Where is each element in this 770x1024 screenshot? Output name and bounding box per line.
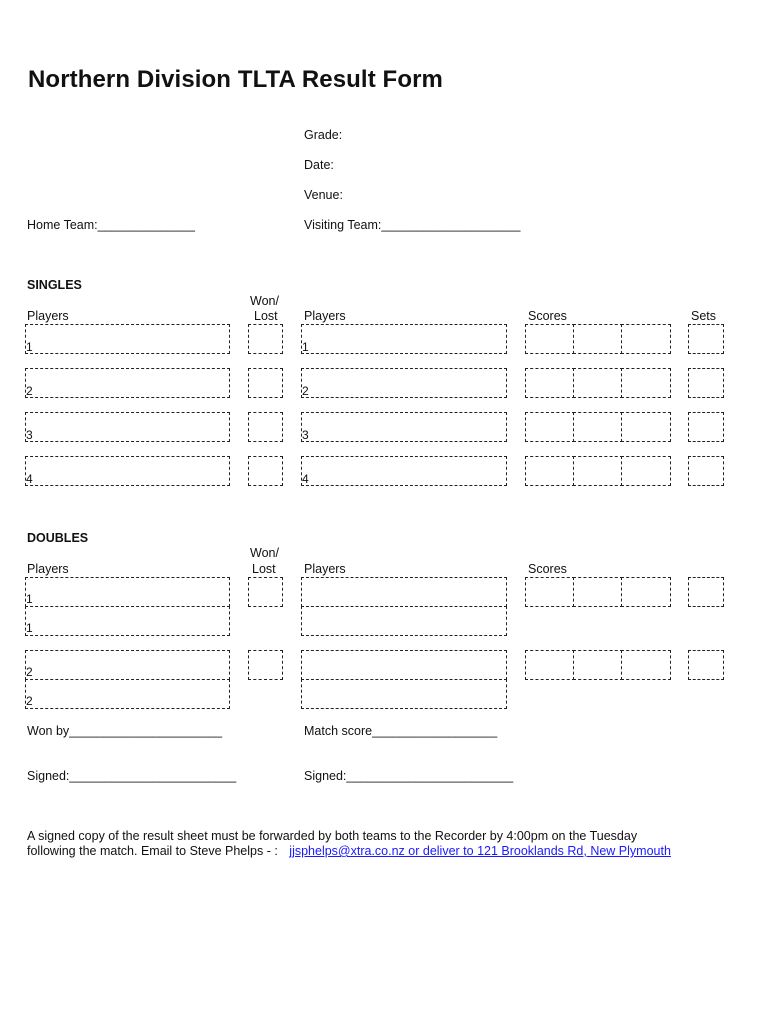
singles-score-set2-field-1[interactable] xyxy=(573,324,623,354)
singles-score-set3-field-4[interactable] xyxy=(621,456,671,486)
doubles-score-set1-field-1[interactable] xyxy=(525,577,575,607)
singles-players-label: Players xyxy=(27,309,69,323)
home-team-label: Home Team:______________ xyxy=(27,218,195,232)
singles-score-set1-field-2[interactable] xyxy=(525,368,575,398)
singles-sets-label: Sets xyxy=(691,309,717,323)
doubles-lost-label: Lost xyxy=(252,562,276,576)
date-label: Date: xyxy=(304,158,334,172)
singles-score-set1-field-4[interactable] xyxy=(525,456,575,486)
singles-won-lost-field-1[interactable] xyxy=(248,324,283,354)
page-title: Northern Division TLTA Result Form xyxy=(28,66,443,93)
singles-opp-players-label: Players xyxy=(304,309,346,323)
singles-score-set3-field-1[interactable] xyxy=(621,324,671,354)
doubles-away-player-field-2b[interactable] xyxy=(301,679,507,709)
singles-away-player-field-1[interactable]: 1 xyxy=(301,324,507,354)
singles-heading: SINGLES xyxy=(27,278,82,292)
singles-won-lost-field-3[interactable] xyxy=(248,412,283,442)
venue-label: Venue: xyxy=(304,188,343,202)
doubles-score-set3-field-1[interactable] xyxy=(621,577,671,607)
doubles-scores-label: Scores xyxy=(528,562,567,576)
singles-home-player-field-2[interactable]: 2 xyxy=(25,368,230,398)
submission-note-prefix: following the match. Email to Steve Phelps - : xyxy=(27,844,278,858)
singles-score-set1-field-3[interactable] xyxy=(525,412,575,442)
singles-score-set1-field-1[interactable] xyxy=(525,324,575,354)
singles-lost-label: Lost xyxy=(254,309,278,323)
doubles-score-set3-field-2[interactable] xyxy=(621,650,671,680)
won-by-label: Won by______________________ xyxy=(27,724,223,738)
email-link[interactable]: jjsphelps@xtra.co.nz or deliver to 121 Brooklands Rd, New Plymouth xyxy=(289,844,671,858)
doubles-away-player-field-2a[interactable] xyxy=(301,650,507,680)
doubles-home-player-field-1a[interactable]: 1 xyxy=(25,577,230,607)
singles-home-player-field-4[interactable]: 4 xyxy=(25,456,230,486)
doubles-home-player-field-2b[interactable]: 2 xyxy=(25,679,230,709)
signed-right-label: Signed:________________________ xyxy=(304,769,514,783)
submission-note-line1: A signed copy of the result sheet must be forwarded by both teams to the Recorder by 4:00pm on the Tuesday xyxy=(27,829,638,843)
singles-score-set2-field-4[interactable] xyxy=(573,456,623,486)
singles-score-set2-field-3[interactable] xyxy=(573,412,623,442)
singles-sets-field-1[interactable] xyxy=(688,324,724,354)
singles-score-set3-field-2[interactable] xyxy=(621,368,671,398)
singles-won-lost-field-4[interactable] xyxy=(248,456,283,486)
singles-won-label: Won/ xyxy=(250,294,279,308)
singles-away-player-field-3[interactable]: 3 xyxy=(301,412,507,442)
doubles-home-player-field-2a[interactable]: 2 xyxy=(25,650,230,680)
singles-sets-field-2[interactable] xyxy=(688,368,724,398)
doubles-away-player-field-1a[interactable] xyxy=(301,577,507,607)
doubles-won-label: Won/ xyxy=(250,546,279,560)
match-score-label: Match score__________________ xyxy=(304,724,498,738)
doubles-sets-field-1[interactable] xyxy=(688,577,724,607)
doubles-score-set2-field-1[interactable] xyxy=(573,577,623,607)
singles-sets-field-4[interactable] xyxy=(688,456,724,486)
singles-home-player-field-3[interactable]: 3 xyxy=(25,412,230,442)
submission-note-line2 xyxy=(27,844,671,858)
doubles-won-lost-field-2[interactable] xyxy=(248,650,283,680)
singles-sets-field-3[interactable] xyxy=(688,412,724,442)
doubles-won-lost-field-1[interactable] xyxy=(248,577,283,607)
signed-left-label: Signed:________________________ xyxy=(27,769,237,783)
singles-won-lost-field-2[interactable] xyxy=(248,368,283,398)
doubles-score-set1-field-2[interactable] xyxy=(525,650,575,680)
doubles-players-label: Players xyxy=(27,562,69,576)
singles-score-set3-field-3[interactable] xyxy=(621,412,671,442)
doubles-home-player-field-1b[interactable]: 1 xyxy=(25,606,230,636)
doubles-sets-field-2[interactable] xyxy=(688,650,724,680)
singles-away-player-field-2[interactable]: 2 xyxy=(301,368,507,398)
grade-label: Grade: xyxy=(304,128,343,142)
doubles-heading: DOUBLES xyxy=(27,531,89,545)
doubles-away-player-field-1b[interactable] xyxy=(301,606,507,636)
singles-home-player-field-1[interactable]: 1 xyxy=(25,324,230,354)
doubles-opp-players-label: Players xyxy=(304,562,346,576)
doubles-score-set2-field-2[interactable] xyxy=(573,650,623,680)
singles-scores-label: Scores xyxy=(528,309,567,323)
singles-score-set2-field-2[interactable] xyxy=(573,368,623,398)
visiting-team-label: Visiting Team:____________________ xyxy=(304,218,521,232)
singles-away-player-field-4[interactable]: 4 xyxy=(301,456,507,486)
